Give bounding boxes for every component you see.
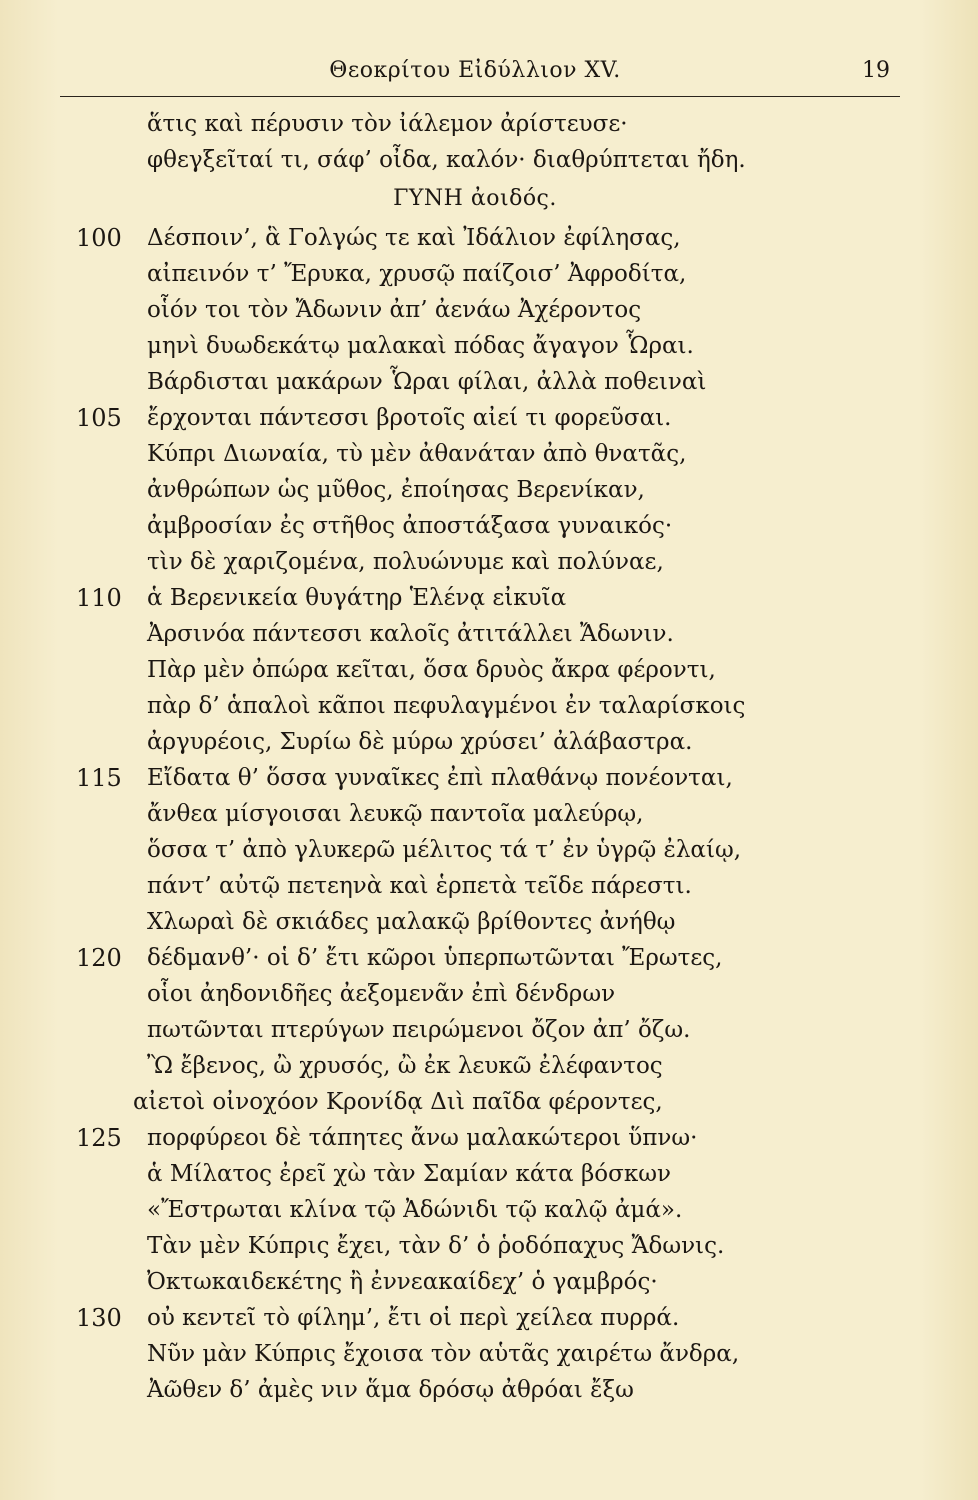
verse-line <box>0 580 978 616</box>
verse-line <box>0 1156 978 1192</box>
verse-text-line: Ὀκτωκαιδεκέτης ἢ ἐννεακαίδεχ’ ὁ γαμβρός· <box>147 1269 658 1295</box>
verse-line <box>0 1012 978 1048</box>
verse-text-line: ἄνθεα μίσγοισαι λευκῷ παντοῖα μαλεύρῳ, <box>147 801 644 827</box>
verse-line <box>0 940 978 976</box>
verse-text-line: φθεγξεῖταί τι, σάφ’ οἶδα, καλόν· διαθρύπτεται ἤδη. <box>147 147 746 173</box>
line-number: 100 <box>76 224 122 252</box>
verse-line <box>0 436 978 472</box>
verse-text-line: Τὰν μὲν Κύπρις ἔχει, τὰν δ’ ὁ ῥοδόπαχυς Ἄδωνις. <box>147 1233 725 1259</box>
verse-text-line: ἅτις καὶ πέρυσιν τὸν ἰάλεμον ἀρίστευσε· <box>147 111 628 137</box>
line-number: 105 <box>76 404 122 432</box>
verse-text <box>0 106 978 1408</box>
verse-line <box>0 106 978 142</box>
verse-line <box>0 796 978 832</box>
verse-text-line: πορφύρεοι δὲ τάπητες ἄνω μαλακώτεροι ὕπνω· <box>147 1125 698 1151</box>
verse-line <box>0 544 978 580</box>
verse-line <box>0 868 978 904</box>
verse-line <box>0 1228 978 1264</box>
verse-line <box>0 1264 978 1300</box>
verse-text-line: ἁ Βερενικεία θυγάτηρ Ἑλένᾳ εἰκυῖα <box>147 585 567 611</box>
verse-text-line: τὶν δὲ χαριζομένα, πολυώνυμε καὶ πολύναε, <box>147 549 664 575</box>
verse-line <box>0 1048 978 1084</box>
verse-text-line: ἀργυρέοις, Συρίω δὲ μύρω χρύσει’ ἀλάβαστρα. <box>147 729 693 755</box>
verse-text-line: πωτῶνται πτερύγων πειρώμενοι ὄζον ἀπ’ ὄζω. <box>147 1017 691 1043</box>
verse-text-line: Δέσποιν’, ἃ Γολγώς τε καὶ Ἰδάλιον ἐφίλησας, <box>147 225 681 251</box>
verse-line <box>0 328 978 364</box>
verse-text-line: Νῦν μὰν Κύπρις ἔχοισα τὸν αὑτᾶς χαιρέτω ἄνδρα, <box>147 1341 740 1367</box>
verse-line <box>0 652 978 688</box>
line-number: 115 <box>76 764 122 792</box>
verse-line <box>0 472 978 508</box>
verse-text-line: Ὢ ἔβενος, ὢ χρυσός, ὢ ἐκ λευκῶ ἐλέφαντος <box>147 1053 663 1079</box>
verse-text-line: οὐ κεντεῖ τὸ φίλημ’, ἔτι οἱ περὶ χείλεα πυρρά. <box>147 1305 680 1331</box>
verse-line <box>0 832 978 868</box>
verse-text-line: ἁ Μίλατος ἐρεῖ χὼ τὰν Σαμίαν κάτα βόσκων <box>147 1161 671 1187</box>
verse-line <box>0 1084 978 1120</box>
line-number: 130 <box>76 1304 122 1332</box>
verse-line <box>0 292 978 328</box>
verse-text-line: ἀμβροσίαν ἐς στῆθος ἀποστάξασα γυναικός· <box>147 513 673 539</box>
verse-text-line: Χλωραὶ δὲ σκιάδες μαλακῷ βρίθοντες ἀνήθῳ <box>147 909 676 935</box>
verse-text-line: δέδμανθ’· οἱ δ’ ἔτι κῶροι ὑπερπωτῶνται Ἔρωτες, <box>147 945 723 971</box>
verse-text-line: «Ἔστρωται κλίνα τῷ Ἀδώνιδι τῷ καλῷ ἀμά». <box>147 1197 683 1223</box>
speaker-heading: ΓΥΝΗ ἀοιδός. <box>393 186 557 211</box>
verse-line <box>0 1336 978 1372</box>
verse-text-line: ὅσσα τ’ ἀπὸ γλυκερῶ μέλιτος τά τ’ ἐν ὑγρῷ ἐλαίῳ, <box>147 837 742 863</box>
verse-line <box>0 688 978 724</box>
verse-text-line: Εἴδατα θ’ ὅσσα γυναῖκες ἐπὶ πλαθάνῳ πονέονται, <box>147 765 733 791</box>
verse-text-line: ἀνθρώπων ὡς μῦθος, ἐποίησας Βερενίκαν, <box>147 477 645 503</box>
verse-line <box>0 400 978 436</box>
verse-line <box>0 508 978 544</box>
page-number: 19 <box>862 58 890 83</box>
verse-text-line: μηνὶ δυωδεκάτῳ μαλακαὶ πόδας ἄγαγον Ὧραι. <box>147 333 694 359</box>
line-number: 120 <box>76 944 122 972</box>
verse-line <box>0 1372 978 1408</box>
speaker-heading-line <box>0 178 978 220</box>
verse-line <box>0 220 978 256</box>
verse-text-line: Βάρδισται μακάρων Ὧραι φίλαι, ἀλλὰ ποθειναὶ <box>147 369 707 395</box>
verse-text-line: οἷόν τοι τὸν Ἄδωνιν ἀπ’ ἀενάω Ἀχέροντος <box>147 297 642 323</box>
verse-line <box>0 142 978 178</box>
verse-block-main <box>0 220 978 1408</box>
verse-line <box>0 976 978 1012</box>
line-number: 125 <box>76 1124 122 1152</box>
verse-line <box>0 724 978 760</box>
verse-text-line: οἷοι ἀηδονιδῆες ἀεξομενᾶν ἐπὶ δένδρων <box>147 981 616 1007</box>
header-rule <box>60 96 900 97</box>
verse-line <box>0 904 978 940</box>
running-title: Θεοκρίτου Εἰδύλλιον XV. <box>329 58 621 83</box>
verse-text-line: Ἀῶθεν δ’ ἀμὲς νιν ἅμα δρόσῳ ἀθρόαι ἔξω <box>147 1377 634 1403</box>
verse-text-line: πὰρ δ’ ἁπαλοὶ κᾶποι πεφυλαγμένοι ἐν ταλαρίσκοις <box>147 693 746 719</box>
verse-line <box>0 1120 978 1156</box>
verse-line <box>0 256 978 292</box>
verse-line <box>0 364 978 400</box>
page-header <box>60 58 890 98</box>
verse-line <box>0 760 978 796</box>
verse-text-line: Κύπρι Διωναία, τὺ μὲν ἀθανάταν ἀπὸ θνατᾶς, <box>147 441 687 467</box>
verse-text-line: Πὰρ μὲν ὀπώρα κεῖται, ὅσα δρυὸς ἄκρα φέροντι, <box>147 657 716 683</box>
verse-block-top <box>0 106 978 178</box>
verse-line <box>0 1300 978 1336</box>
verse-text-line: πάντ’ αὐτῷ πετεηνὰ καὶ ἑρπετὰ τεῖδε πάρεστι. <box>147 873 692 899</box>
verse-text-line: Ἀρσινόα πάντεσσι καλοῖς ἀτιτάλλει Ἄδωνιν. <box>147 621 674 647</box>
line-number: 110 <box>76 584 122 612</box>
verse-text-line: ἔρχονται πάντεσσι βροτοῖς αἰεί τι φορεῦσαι. <box>147 405 672 431</box>
verse-text-line: αἰπεινόν τ’ Ἔρυκα, χρυσῷ παίζοισ’ Ἀφροδίτα, <box>147 261 687 287</box>
verse-line <box>0 1192 978 1228</box>
verse-line <box>0 616 978 652</box>
verse-text-line: αἰετοὶ οἰνοχόον Κρονίδᾳ Διὶ παῖδα φέροντες, <box>133 1089 663 1115</box>
